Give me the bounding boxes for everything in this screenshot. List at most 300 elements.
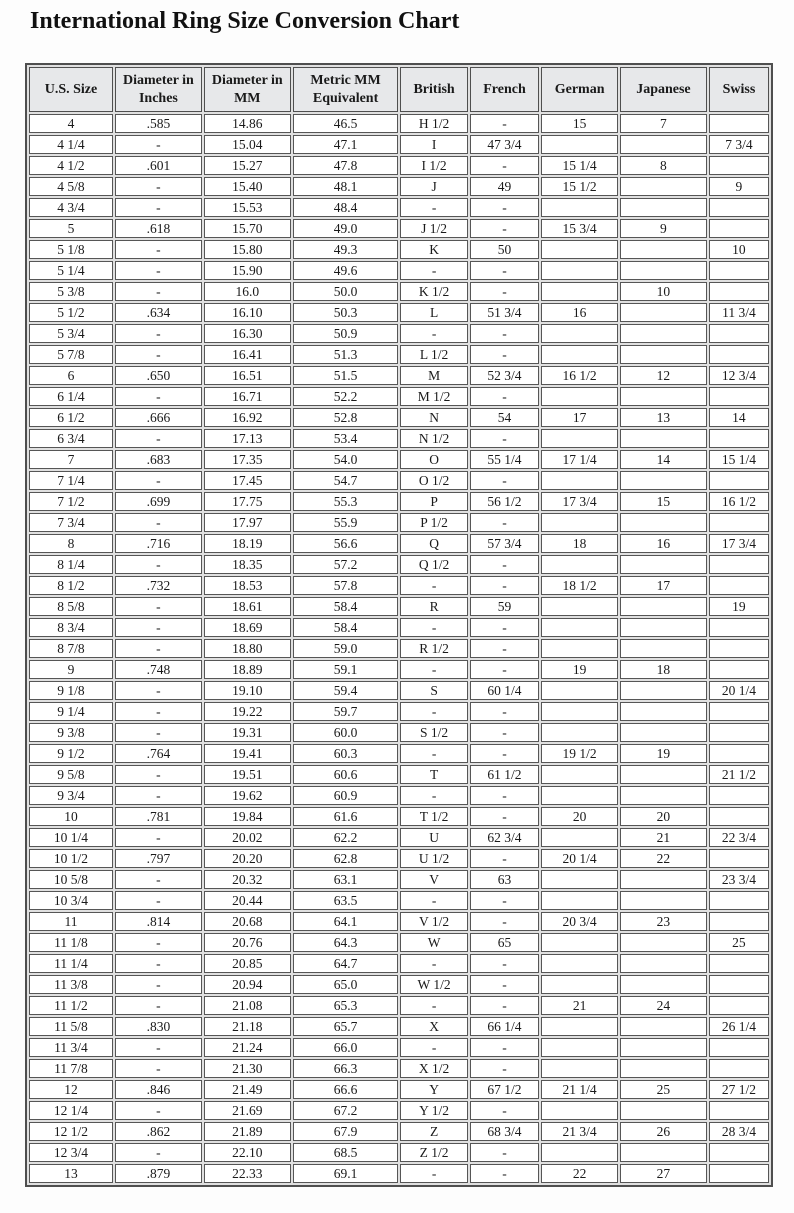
cell-french: -	[470, 555, 540, 574]
cell-british: -	[400, 324, 467, 343]
cell-british: J	[400, 177, 467, 196]
cell-swiss	[709, 1038, 769, 1057]
table-row	[29, 534, 769, 553]
cell-japanese: 12	[620, 366, 707, 385]
cell-british: W 1/2	[400, 975, 467, 994]
cell-mm: 15.53	[204, 198, 291, 217]
cell-us: 10	[29, 807, 113, 826]
cell-mm: 16.92	[204, 408, 291, 427]
cell-mm: 21.18	[204, 1017, 291, 1036]
cell-metric: 59.1	[293, 660, 399, 679]
table-row	[29, 240, 769, 259]
cell-metric: 67.2	[293, 1101, 399, 1120]
cell-swiss	[709, 954, 769, 973]
cell-us: 12	[29, 1080, 113, 1099]
cell-french: -	[470, 891, 540, 910]
cell-swiss	[709, 156, 769, 175]
table-row	[29, 261, 769, 280]
cell-inches: -	[115, 177, 202, 196]
cell-metric: 54.7	[293, 471, 399, 490]
cell-british: L	[400, 303, 467, 322]
cell-mm: 19.41	[204, 744, 291, 763]
cell-inches: -	[115, 639, 202, 658]
table-row	[29, 891, 769, 910]
cell-us: 5 3/8	[29, 282, 113, 301]
cell-german	[541, 555, 618, 574]
cell-japanese	[620, 1143, 707, 1162]
cell-french: -	[470, 954, 540, 973]
cell-british: Q	[400, 534, 467, 553]
cell-german	[541, 975, 618, 994]
cell-inches: -	[115, 1143, 202, 1162]
table-row	[29, 450, 769, 469]
cell-mm: 14.86	[204, 114, 291, 133]
cell-us: 8 5/8	[29, 597, 113, 616]
cell-metric: 47.8	[293, 156, 399, 175]
cell-inches: .634	[115, 303, 202, 322]
cell-french: -	[470, 1038, 540, 1057]
cell-japanese	[620, 1059, 707, 1078]
cell-inches: .585	[115, 114, 202, 133]
cell-british: T	[400, 765, 467, 784]
cell-inches: .846	[115, 1080, 202, 1099]
table-row	[29, 576, 769, 595]
cell-japanese: 10	[620, 282, 707, 301]
cell-british: Y	[400, 1080, 467, 1099]
cell-german	[541, 1038, 618, 1057]
cell-us: 6 3/4	[29, 429, 113, 448]
cell-inches: .862	[115, 1122, 202, 1141]
cell-metric: 65.0	[293, 975, 399, 994]
cell-inches: .781	[115, 807, 202, 826]
cell-japanese	[620, 471, 707, 490]
cell-japanese	[620, 681, 707, 700]
table-row	[29, 975, 769, 994]
cell-mm: 20.68	[204, 912, 291, 931]
cell-swiss	[709, 282, 769, 301]
cell-british: -	[400, 576, 467, 595]
cell-us: 8 3/4	[29, 618, 113, 637]
cell-swiss: 16 1/2	[709, 492, 769, 511]
column-header-german: German	[541, 67, 618, 112]
cell-french: -	[470, 114, 540, 133]
cell-mm: 21.30	[204, 1059, 291, 1078]
cell-british: Q 1/2	[400, 555, 467, 574]
cell-japanese	[620, 324, 707, 343]
cell-german: 16	[541, 303, 618, 322]
cell-french: -	[470, 849, 540, 868]
cell-german	[541, 1101, 618, 1120]
cell-british: -	[400, 261, 467, 280]
cell-japanese	[620, 975, 707, 994]
cell-french: 52 3/4	[470, 366, 540, 385]
cell-french: 51 3/4	[470, 303, 540, 322]
cell-french: -	[470, 639, 540, 658]
cell-german: 19	[541, 660, 618, 679]
cell-inches: .732	[115, 576, 202, 595]
cell-swiss	[709, 1164, 769, 1183]
cell-french: 49	[470, 177, 540, 196]
cell-swiss	[709, 324, 769, 343]
cell-us: 4	[29, 114, 113, 133]
cell-inches: -	[115, 240, 202, 259]
table-row	[29, 177, 769, 196]
cell-german: 18 1/2	[541, 576, 618, 595]
cell-us: 13	[29, 1164, 113, 1183]
cell-japanese: 20	[620, 807, 707, 826]
cell-french: 60 1/4	[470, 681, 540, 700]
cell-japanese: 23	[620, 912, 707, 931]
cell-us: 6 1/2	[29, 408, 113, 427]
cell-japanese	[620, 786, 707, 805]
cell-metric: 59.7	[293, 702, 399, 721]
cell-british: N 1/2	[400, 429, 467, 448]
cell-metric: 60.0	[293, 723, 399, 742]
cell-japanese	[620, 261, 707, 280]
cell-metric: 46.5	[293, 114, 399, 133]
cell-british: I	[400, 135, 467, 154]
cell-swiss: 14	[709, 408, 769, 427]
cell-german	[541, 954, 618, 973]
cell-french: -	[470, 324, 540, 343]
cell-french: 62 3/4	[470, 828, 540, 847]
cell-swiss	[709, 744, 769, 763]
table-row	[29, 1122, 769, 1141]
cell-japanese	[620, 1038, 707, 1057]
cell-swiss: 20 1/4	[709, 681, 769, 700]
table-row	[29, 471, 769, 490]
cell-japanese: 27	[620, 1164, 707, 1183]
cell-us: 9 3/4	[29, 786, 113, 805]
cell-british: K 1/2	[400, 282, 467, 301]
cell-inches: .601	[115, 156, 202, 175]
table-row	[29, 282, 769, 301]
cell-us: 9 3/8	[29, 723, 113, 742]
cell-mm: 17.97	[204, 513, 291, 532]
cell-mm: 21.69	[204, 1101, 291, 1120]
cell-metric: 60.9	[293, 786, 399, 805]
cell-metric: 62.2	[293, 828, 399, 847]
cell-inches: .716	[115, 534, 202, 553]
cell-japanese: 14	[620, 450, 707, 469]
cell-swiss	[709, 471, 769, 490]
cell-british: R	[400, 597, 467, 616]
cell-french: 65	[470, 933, 540, 952]
cell-metric: 55.9	[293, 513, 399, 532]
cell-inches: -	[115, 723, 202, 742]
cell-inches: -	[115, 471, 202, 490]
cell-metric: 52.2	[293, 387, 399, 406]
cell-german	[541, 828, 618, 847]
cell-metric: 63.5	[293, 891, 399, 910]
cell-french: -	[470, 1101, 540, 1120]
table-row	[29, 1143, 769, 1162]
cell-french: 54	[470, 408, 540, 427]
cell-inches: -	[115, 345, 202, 364]
cell-british: R 1/2	[400, 639, 467, 658]
cell-swiss: 27 1/2	[709, 1080, 769, 1099]
cell-french: -	[470, 345, 540, 364]
cell-mm: 20.85	[204, 954, 291, 973]
cell-metric: 57.2	[293, 555, 399, 574]
cell-british: O	[400, 450, 467, 469]
cell-french: 63	[470, 870, 540, 889]
cell-french: -	[470, 786, 540, 805]
cell-german	[541, 1017, 618, 1036]
cell-inches: -	[115, 786, 202, 805]
cell-mm: 15.04	[204, 135, 291, 154]
cell-french: -	[470, 576, 540, 595]
cell-metric: 49.3	[293, 240, 399, 259]
page-title: International Ring Size Conversion Chart	[30, 8, 460, 34]
table-row	[29, 765, 769, 784]
cell-british: J 1/2	[400, 219, 467, 238]
cell-swiss: 26 1/4	[709, 1017, 769, 1036]
cell-metric: 64.7	[293, 954, 399, 973]
cell-metric: 52.8	[293, 408, 399, 427]
cell-japanese	[620, 135, 707, 154]
cell-mm: 17.13	[204, 429, 291, 448]
cell-us: 5 1/4	[29, 261, 113, 280]
cell-swiss	[709, 1143, 769, 1162]
cell-japanese	[620, 240, 707, 259]
cell-german	[541, 1059, 618, 1078]
cell-mm: 22.10	[204, 1143, 291, 1162]
cell-british: -	[400, 744, 467, 763]
cell-japanese	[620, 765, 707, 784]
table-row	[29, 1059, 769, 1078]
cell-german	[541, 870, 618, 889]
cell-japanese	[620, 513, 707, 532]
cell-inches: -	[115, 681, 202, 700]
cell-british: O 1/2	[400, 471, 467, 490]
cell-japanese: 9	[620, 219, 707, 238]
table-row	[29, 156, 769, 175]
cell-mm: 21.49	[204, 1080, 291, 1099]
cell-mm: 18.53	[204, 576, 291, 595]
cell-japanese: 13	[620, 408, 707, 427]
cell-british: V	[400, 870, 467, 889]
table-row	[29, 1038, 769, 1057]
cell-british: U	[400, 828, 467, 847]
cell-swiss	[709, 198, 769, 217]
cell-us: 8 1/2	[29, 576, 113, 595]
cell-swiss: 28 3/4	[709, 1122, 769, 1141]
cell-inches: -	[115, 282, 202, 301]
table-row	[29, 555, 769, 574]
cell-us: 7 1/2	[29, 492, 113, 511]
cell-japanese: 19	[620, 744, 707, 763]
table-row	[29, 219, 769, 238]
cell-mm: 18.19	[204, 534, 291, 553]
table-row	[29, 324, 769, 343]
cell-french: -	[470, 744, 540, 763]
cell-inches: -	[115, 1101, 202, 1120]
cell-metric: 68.5	[293, 1143, 399, 1162]
cell-us: 9	[29, 660, 113, 679]
cell-us: 11 3/8	[29, 975, 113, 994]
cell-british: -	[400, 198, 467, 217]
cell-mm: 15.40	[204, 177, 291, 196]
table-row	[29, 1164, 769, 1183]
cell-french: -	[470, 513, 540, 532]
cell-british: -	[400, 618, 467, 637]
cell-german: 21 1/4	[541, 1080, 618, 1099]
cell-japanese	[620, 1017, 707, 1036]
cell-japanese	[620, 618, 707, 637]
cell-mm: 21.08	[204, 996, 291, 1015]
cell-british: K	[400, 240, 467, 259]
cell-german	[541, 471, 618, 490]
cell-german: 21	[541, 996, 618, 1015]
cell-mm: 15.70	[204, 219, 291, 238]
cell-british: X	[400, 1017, 467, 1036]
cell-japanese	[620, 933, 707, 952]
cell-german: 15 3/4	[541, 219, 618, 238]
cell-swiss	[709, 723, 769, 742]
table-row	[29, 492, 769, 511]
cell-metric: 58.4	[293, 618, 399, 637]
cell-inches: -	[115, 975, 202, 994]
cell-us: 7	[29, 450, 113, 469]
cell-french: -	[470, 429, 540, 448]
cell-inches: .797	[115, 849, 202, 868]
cell-swiss: 11 3/4	[709, 303, 769, 322]
cell-metric: 60.3	[293, 744, 399, 763]
cell-metric: 49.0	[293, 219, 399, 238]
cell-metric: 50.3	[293, 303, 399, 322]
cell-french: -	[470, 198, 540, 217]
cell-french: -	[470, 471, 540, 490]
cell-us: 11 3/4	[29, 1038, 113, 1057]
cell-inches: .830	[115, 1017, 202, 1036]
cell-british: U 1/2	[400, 849, 467, 868]
cell-japanese: 26	[620, 1122, 707, 1141]
column-header-mm: Diameter in MM	[204, 67, 291, 112]
cell-swiss: 12 3/4	[709, 366, 769, 385]
cell-mm: 19.84	[204, 807, 291, 826]
table-row	[29, 429, 769, 448]
cell-swiss: 17 3/4	[709, 534, 769, 553]
cell-mm: 17.35	[204, 450, 291, 469]
column-header-metric: Metric MM Equivalent	[293, 67, 399, 112]
cell-mm: 16.0	[204, 282, 291, 301]
cell-mm: 20.76	[204, 933, 291, 952]
cell-metric: 55.3	[293, 492, 399, 511]
cell-swiss	[709, 1059, 769, 1078]
cell-metric: 64.3	[293, 933, 399, 952]
cell-japanese	[620, 198, 707, 217]
table-row	[29, 303, 769, 322]
cell-inches: -	[115, 870, 202, 889]
table-row	[29, 135, 769, 154]
cell-swiss	[709, 660, 769, 679]
cell-french: -	[470, 219, 540, 238]
cell-japanese	[620, 1101, 707, 1120]
cell-german	[541, 786, 618, 805]
cell-french: 55 1/4	[470, 450, 540, 469]
cell-german: 19 1/2	[541, 744, 618, 763]
cell-inches: .618	[115, 219, 202, 238]
cell-mm: 18.61	[204, 597, 291, 616]
cell-french: -	[470, 996, 540, 1015]
table-row	[29, 597, 769, 616]
cell-mm: 21.24	[204, 1038, 291, 1057]
cell-japanese: 8	[620, 156, 707, 175]
cell-french: -	[470, 1143, 540, 1162]
cell-metric: 65.3	[293, 996, 399, 1015]
column-header-japanese: Japanese	[620, 67, 707, 112]
cell-inches: .650	[115, 366, 202, 385]
cell-japanese: 25	[620, 1080, 707, 1099]
cell-french: -	[470, 912, 540, 931]
cell-us: 5 1/2	[29, 303, 113, 322]
cell-german	[541, 240, 618, 259]
cell-metric: 65.7	[293, 1017, 399, 1036]
cell-mm: 16.71	[204, 387, 291, 406]
cell-german	[541, 429, 618, 448]
cell-mm: 17.75	[204, 492, 291, 511]
cell-inches: -	[115, 135, 202, 154]
cell-us: 11 1/4	[29, 954, 113, 973]
cell-inches: -	[115, 765, 202, 784]
cell-japanese	[620, 597, 707, 616]
cell-metric: 54.0	[293, 450, 399, 469]
cell-inches: -	[115, 933, 202, 952]
cell-mm: 19.51	[204, 765, 291, 784]
cell-metric: 51.3	[293, 345, 399, 364]
cell-german: 20 3/4	[541, 912, 618, 931]
cell-british: -	[400, 702, 467, 721]
cell-metric: 64.1	[293, 912, 399, 931]
cell-metric: 61.6	[293, 807, 399, 826]
cell-german: 15 1/2	[541, 177, 618, 196]
table-row	[29, 1101, 769, 1120]
table-row	[29, 681, 769, 700]
table-row	[29, 639, 769, 658]
cell-mm: 20.20	[204, 849, 291, 868]
cell-us: 9 1/8	[29, 681, 113, 700]
cell-french: 67 1/2	[470, 1080, 540, 1099]
cell-inches: -	[115, 387, 202, 406]
cell-metric: 51.5	[293, 366, 399, 385]
cell-british: T 1/2	[400, 807, 467, 826]
cell-french: -	[470, 660, 540, 679]
cell-german	[541, 723, 618, 742]
cell-mm: 16.51	[204, 366, 291, 385]
cell-swiss	[709, 219, 769, 238]
cell-japanese	[620, 303, 707, 322]
cell-inches: -	[115, 996, 202, 1015]
cell-metric: 53.4	[293, 429, 399, 448]
cell-german	[541, 198, 618, 217]
cell-british: P 1/2	[400, 513, 467, 532]
cell-french: 50	[470, 240, 540, 259]
cell-british: -	[400, 954, 467, 973]
cell-metric: 57.8	[293, 576, 399, 595]
cell-swiss: 19	[709, 597, 769, 616]
cell-metric: 50.9	[293, 324, 399, 343]
cell-inches: .814	[115, 912, 202, 931]
cell-inches: -	[115, 1059, 202, 1078]
cell-us: 9 5/8	[29, 765, 113, 784]
table-row	[29, 114, 769, 133]
cell-german	[541, 387, 618, 406]
cell-swiss	[709, 807, 769, 826]
cell-german: 15 1/4	[541, 156, 618, 175]
cell-mm: 16.41	[204, 345, 291, 364]
cell-french: 57 3/4	[470, 534, 540, 553]
